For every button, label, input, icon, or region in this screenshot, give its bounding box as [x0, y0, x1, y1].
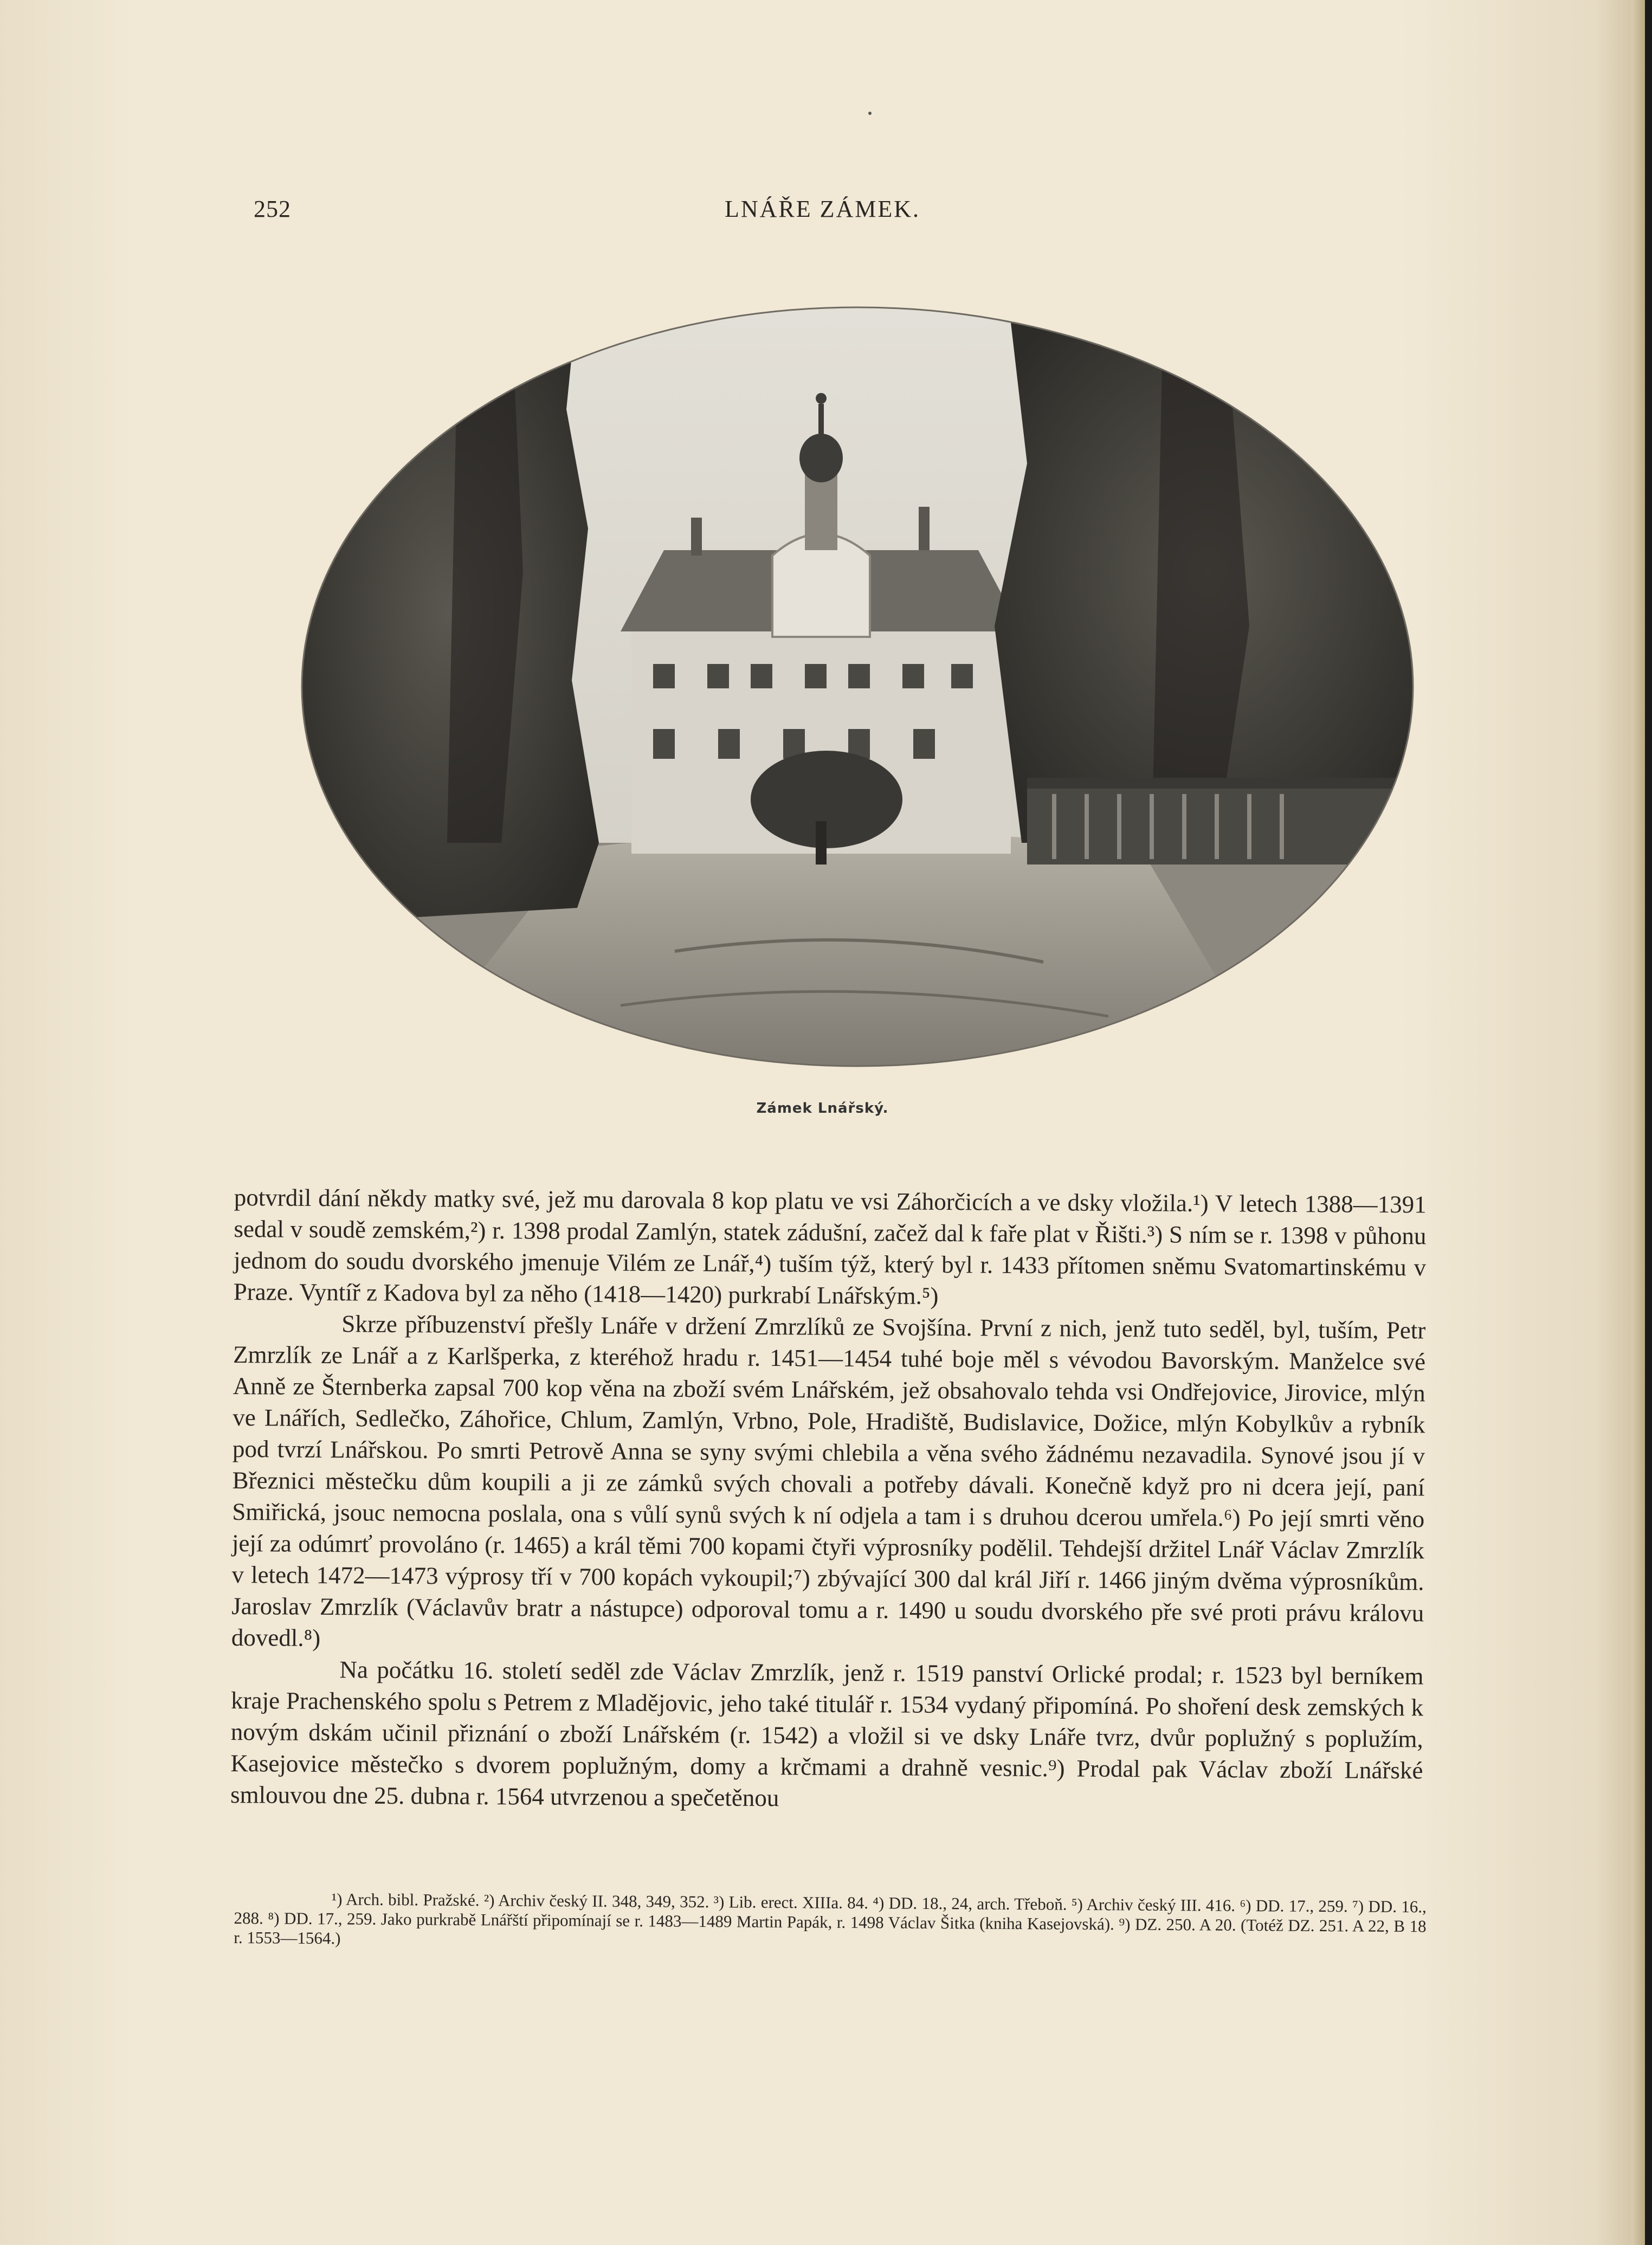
ink-speck	[868, 112, 872, 115]
castle-illustration-icon	[295, 301, 1420, 1070]
body-text	[230, 1182, 1427, 1817]
running-head	[0, 195, 1645, 233]
page-title: LNÁŘE ZÁMEK.	[724, 196, 921, 222]
footnote-text: ¹) Arch. bibl. Pražské. ²) Archiv český II. 348, 349, 352. ³) Lib. erect. XIIIa. 84. ⁴) DD. 18., 24, arch. Třeboň. ⁵) Archiv český III. 416. ⁶) DD. 17., 259. ⁷) DD. 16., 288. ⁸) DD. 17., 259. Jako purkrabě Lnářští připomínají se r. 1483—1489 Martin Papák, r. 1498 Václav Šitka (kniha Kasejovská). ⁹) DZ. 250. A 20. (Totéž DZ. 251. A 22, B 18 r. 1553—1564.)	[234, 1889, 1427, 1948]
page-number: 252	[254, 196, 291, 222]
paragraph: Skrze příbuzenství přešly Lnáře v držení Zmrzlíků ze Svojšína. První z nich, jenž tuto seděl, byl, tuším, Petr Zmrzlík ze Lnář a z Karlšperka, z kteréhož hradu r. 1451—1454 tuhé boje měl s vévodou Bavorským. Manželce své Anně ze Šternberka zapsal 700 kop věna na zboží svém Lnářském, jež obsahovalo tehda vsi Ondřejovice, Jirovice, mlýn ve Lnářích, Sedlečko, Záhořice, Chlum, Zamlýn, Vrbno, Pole, Hradiště, Budislavice, Dožice, mlýn Kobylkův a rybník pod tvrzí Lnářskou. Po smrti Petrově Anna se syny svými chlebila a věna svého žádnému nezavadila. Synové jsou jí v Březnici městečku dům koupili a ji ze zámků svých chovali a potřeby dávali. Konečně když pro ni dcera její, paní Smiřická, jsouc nemocna poslala, ona s vůlí synů svých k ní odjela a tam i s druhou dcerou umřela.⁶) Po její smrti věno její za odúmrť provoláno (r. 1465) a král těmi 700 kopami čtyři výprosníky podělil. Tehdejší držitel Lnář Václav Zmrzlík v letech 1472—1473 výprosy tří v 700 kopách vykoupil;⁷) zbývající 300 dal král Jiří r. 1466 jiným dvěma výprosníkům. Jaroslav Zmrzlík (Václavův bratr a nástupce) odporoval tomu a r. 1490 u soudu dvorského pře své proti právu královu dovedl.⁸)	[231, 1310, 1426, 1652]
page-edge	[1631, 0, 1645, 2245]
footnotes	[234, 1889, 1427, 1956]
paragraph: potvrdil dání někdy matky své, jež mu darovala 8 kop platu ve vsi Záhorčicích a ve dsky vložila.¹) V letech 1388—1391 sedal v soudě zemském,²) r. 1398 prodal Zamlýn, statek zádušní, začež dal k faře plat v Řišti.³) S ním se r. 1398 v půhonu jednom do soudu dvorského jmenuje Vilém ze Lnář,⁴) tuším týž, který byl r. 1433 přítomen sněmu Svatomartinskému v Praze. Vyntíř z Kadova byl za něho (1418—1420) purkrabí Lnářským.⁵)	[233, 1184, 1427, 1309]
castle-illustration	[295, 301, 1420, 1070]
paragraph: Na počátku 16. století seděl zde Václav Zmrzlík, jenž r. 1519 panství Orlické prodal; r. 1523 byl berníkem kraje Prachenského spolu s Petrem z Mladějovic, jeho také titulář r. 1534 vydaný připomíná. Po shoření desk zemských k novým dskám učinil přiznání o zboží Lnářském (r. 1542) a vložil si ve dsky Lnáře tvrz, dvůr poplužný s poplužím, Kasejovice městečko s dvorem poplužným, domy a krčmami a drahně vesnic.⁹) Prodal pak Václav zboží Lnářské smlouvou dne 25. dubna r. 1564 utvrzenou a spečetěnou	[230, 1656, 1424, 1812]
figure-caption: Zámek Lnářský.	[756, 1100, 889, 1117]
